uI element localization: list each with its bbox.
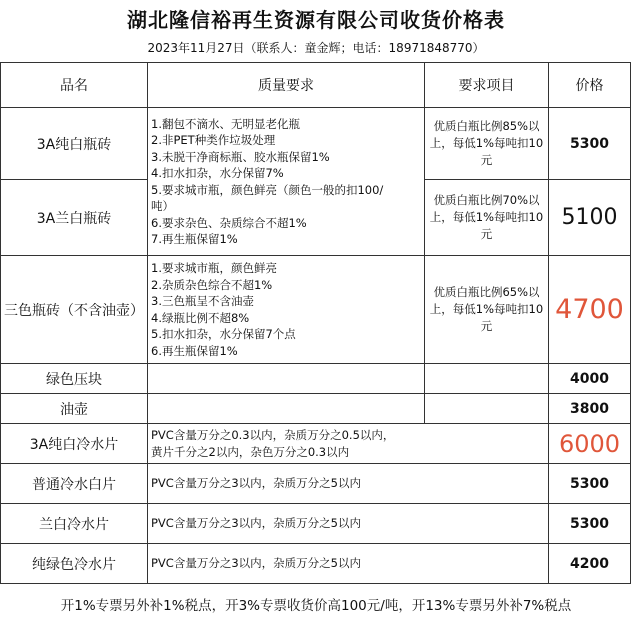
requirement-line: 6.要求杂色、杂质综合不超1% — [151, 215, 307, 230]
table-row — [1, 394, 631, 424]
price-cell: 5300 — [549, 464, 631, 504]
requirement-line: 5.要求城市瓶，颜色鲜亮（颜色一般的扣100/ — [151, 182, 384, 197]
header-row — [1, 63, 631, 108]
requirement-line: 7.再生瓶保留1% — [151, 232, 238, 246]
table-row — [1, 256, 631, 364]
requirement-line: 3.未脱干净商标瓶、胶水瓶保留1% — [151, 149, 330, 164]
header-price: 价格 — [549, 63, 631, 108]
price-cell: 4200 — [549, 544, 631, 584]
empty-cell — [425, 394, 549, 424]
product-name: 三色瓶砖（不含油壶） — [1, 256, 148, 364]
empty-cell — [148, 364, 425, 394]
requirement-line: 6.再生瓶保留1% — [151, 343, 238, 358]
price-cell: 6000 — [549, 424, 631, 464]
requirement-line: 1.要求城市瓶，颜色鲜亮 — [151, 261, 277, 275]
product-name: 绿色压块 — [1, 364, 148, 394]
product-name: 3A兰白瓶砖 — [1, 180, 148, 256]
product-name: 纯绿色冷水片 — [1, 544, 148, 584]
requirement-item: 优质白瓶比例65%以上，每低1%每吨扣10元 — [425, 256, 549, 364]
requirement-line: 1.翻包不滴水、无明显老化瓶 — [151, 116, 300, 131]
requirement-line: 2.非PET种类作垃圾处理 — [151, 133, 276, 147]
header-name: 品名 — [1, 63, 148, 108]
table-row — [1, 464, 631, 504]
empty-cell — [425, 364, 549, 394]
requirement-line: 4.绿瓶比例不超8% — [151, 310, 250, 325]
requirement-line: 吨） — [151, 199, 174, 213]
requirement-line: 3.三色瓶呈不含油壶 — [151, 294, 254, 308]
quality-requirements — [148, 424, 549, 464]
product-name: 普通冷水白片 — [1, 464, 148, 504]
price-cell: 5300 — [549, 504, 631, 544]
requirement-item: 优质白瓶比例70%以上，每低1%每吨扣10元 — [425, 180, 549, 256]
price-cell: 5300 — [549, 108, 631, 180]
table-row — [1, 544, 631, 584]
page-title: 湖北隆信裕再生资源有限公司收货价格表 — [127, 8, 505, 32]
table-row — [1, 364, 631, 394]
requirement-line: 黄片千分之2以内，杂色万分之0.3以内 — [151, 444, 350, 459]
quality-requirements: PVC含量万分之3以内，杂质万分之5以内 — [148, 544, 549, 584]
product-name: 兰白冷水片 — [1, 504, 148, 544]
price-cell: 3800 — [549, 394, 631, 424]
requirement-line: 5.扣水扣杂，水分保留7个点 — [151, 327, 296, 341]
price-table — [0, 62, 631, 584]
empty-cell — [148, 394, 425, 424]
header-quality: 质量要求 — [148, 63, 425, 108]
product-name: 3A纯白瓶砖 — [1, 108, 148, 180]
table-row — [1, 424, 631, 464]
price-cell: 5100 — [549, 180, 631, 256]
product-name: 油壶 — [1, 394, 148, 424]
header-item: 要求项目 — [425, 63, 549, 108]
tax-note: 开1%专票另外补1%税点，开3%专票收货价高100元/吨，开13%专票另外补7%税点 — [60, 598, 572, 614]
product-name: 3A纯白冷水片 — [1, 424, 148, 464]
requirement-line: 4.扣水扣杂，水分保留7% — [151, 166, 284, 180]
requirement-line: PVC含量万分之0.3以内，杂质万分之0.5以内， — [151, 428, 395, 442]
table-row — [1, 108, 631, 180]
date-contact-line: 2023年11月27日（联系人：童金辉；电话：18971848770） — [147, 41, 485, 55]
price-cell: 4000 — [549, 364, 631, 394]
requirement-item: 优质白瓶比例85%以上，每低1%每吨扣10元 — [425, 108, 549, 180]
quality-requirements: PVC含量万分之3以内，杂质万分之5以内 — [148, 504, 549, 544]
quality-requirements — [148, 256, 425, 364]
table-row — [1, 504, 631, 544]
requirement-line: 2.杂质杂色综合不超1% — [151, 277, 273, 292]
quality-requirements — [148, 108, 425, 256]
price-cell: 4700 — [549, 256, 631, 364]
quality-requirements: PVC含量万分之3以内，杂质万分之5以内 — [148, 464, 549, 504]
